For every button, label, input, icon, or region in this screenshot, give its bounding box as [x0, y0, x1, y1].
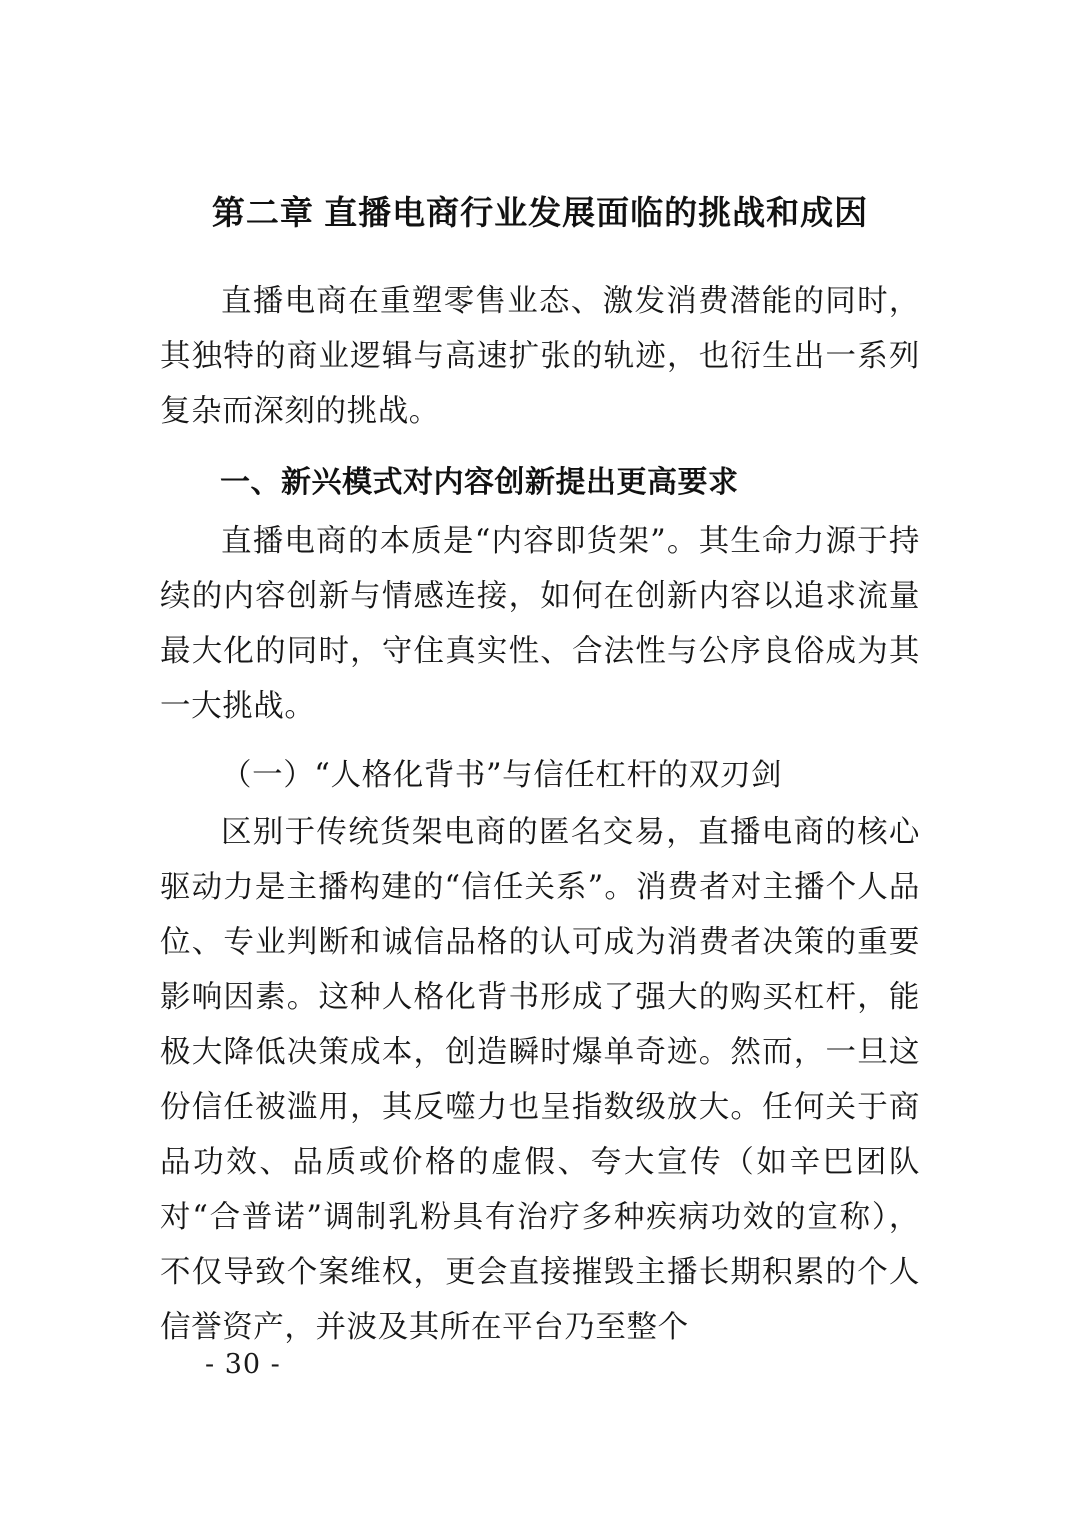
section-heading: 一、新兴模式对内容创新提出更高要求	[220, 466, 739, 500]
subsection-paragraph: 区别于传统货架电商的匿名交易，直播电商的核心驱动力是主播构建的“信任关系”。消费者对主播个人品位、专业判断和诚信品格的认可成为消费者决策的重要影响因素。这种人格化背书形成了强大的购买杠杆，能极大降低决策成本，创造瞬时爆单奇迹。然而，一旦这份信任被滥用，其反噬力也呈指数级放大。任何关于商品功效、品质或价格的虚假、夸大宣传（如辛巴团队对“合普诺”调制乳粉具有治疗多种疾病功效的宣称），不仅导致个案维权，更会直接摧毁主播长期积累的个人信誉资产，并波及其所在平台乃至整个	[160, 815, 920, 1346]
section-paragraph: 直播电商的本质是“内容即货架”。其生命力源于持续的内容创新与情感连接，如何在创新内容以追求流量最大化的同时，守住真实性、合法性与公序良俗成为其一大挑战。	[160, 524, 920, 725]
subsection-heading: （一）“人格化背书”与信任杠杆的双刃剑	[221, 758, 783, 794]
intro-paragraph: 直播电商在重塑零售业态、激发消费潜能的同时，其独特的商业逻辑与高速扩张的轨迹，也衍生出一系列复杂而深刻的挑战。	[160, 284, 920, 430]
page-number: - 30 -	[205, 1349, 281, 1380]
chapter-title: 第二章 直播电商行业发展面临的挑战和成因	[211, 194, 869, 231]
